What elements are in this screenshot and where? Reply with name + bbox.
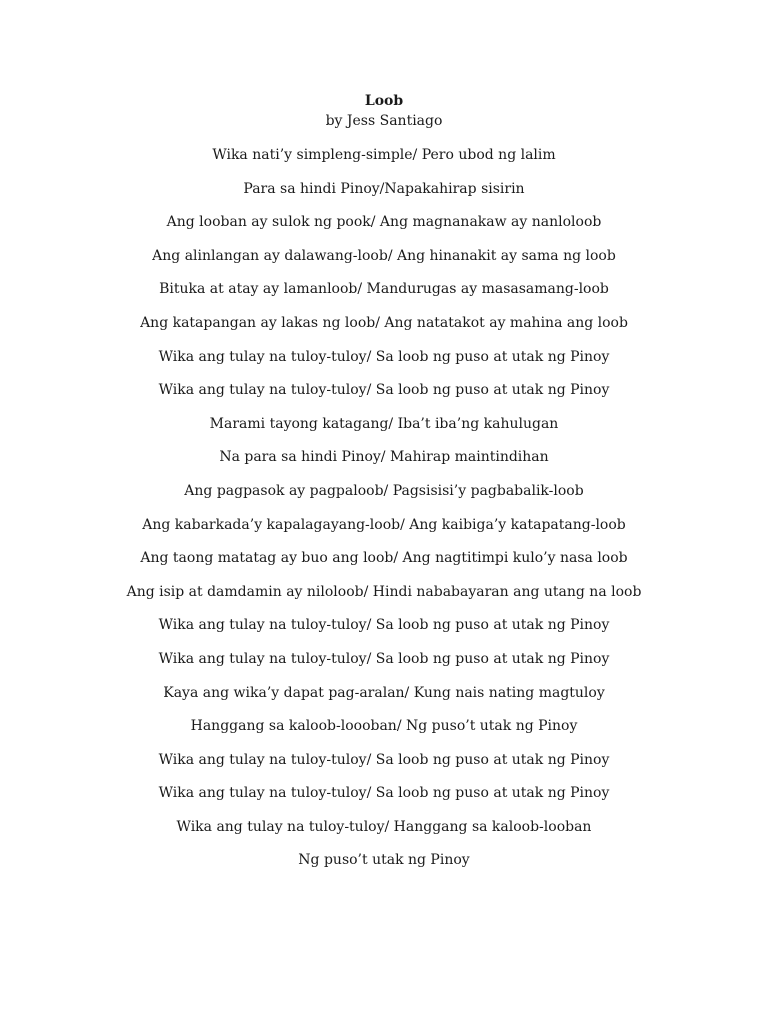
poem-line: Kaya ang wika’y dapat pag-aralan/ Kung nais nating magtuloy [163, 684, 605, 701]
poem-byline: by Jess Santiago [325, 113, 443, 129]
poem-line: Ang kabarkada’y kapalagayang-loob/ Ang kaibiga’y katapatang-loob [142, 516, 626, 533]
poem-line: Ang looban ay sulok ng pook/ Ang magnanakaw ay nanloloob [166, 214, 602, 231]
poem-line: Wika ang tulay na tuloy-tuloy/ Sa loob ng puso at utak ng Pinoy [158, 617, 610, 634]
poem-line: Wika nati’y simpleng-simple/ Pero ubod ng lalim [212, 147, 556, 163]
poem-line: Wika ang tulay na tuloy-tuloy/ Sa loob ng puso at utak ng Pinoy [158, 348, 610, 365]
poem-line: Ang taong matatag ay buo ang loob/ Ang nagtitimpi kulo’y nasa loob [140, 550, 628, 567]
poem-line: Marami tayong katagang/ Iba’t iba’ng kahulugan [209, 415, 559, 432]
poem-line: Bituka at atay ay lamanloob/ Mandurugas ay masasamang-loob [159, 281, 609, 298]
poem-line: Ang pagpasok ay pagpaloob/ Pagsisisi’y pagbabalik-loob [184, 482, 584, 499]
poem-line: Wika ang tulay na tuloy-tuloy/ Sa loob ng puso at utak ng Pinoy [158, 382, 610, 399]
poem-line: Ang alinlangan ay dalawang-loob/ Ang hinanakit ay sama ng loob [152, 247, 616, 264]
poem-line: Para sa hindi Pinoy/Napakahirap sisirin [243, 180, 525, 197]
poem-lines [0, 145, 768, 870]
poem-line: Ang katapangan ay lakas ng loob/ Ang natatakot ay mahina ang loob [140, 314, 628, 331]
poem-line: Wika ang tulay na tuloy-tuloy/ Sa loob ng puso at utak ng Pinoy [158, 751, 610, 768]
poem-line: Hanggang sa kaloob-loooban/ Ng puso’t utak ng Pinoy [190, 718, 578, 735]
poem-title: Loob [364, 93, 404, 109]
poem-line: Wika ang tulay na tuloy-tuloy/ Sa loob ng puso at utak ng Pinoy [158, 650, 610, 667]
poem-line: Ang isip at damdamin ay niloloob/ Hindi nababayaran ang utang na loob [126, 583, 642, 600]
poem-line: Wika ang tulay na tuloy-tuloy/ Hanggang sa kaloob-looban [176, 818, 592, 835]
poem-line: Na para sa hindi Pinoy/ Mahirap maintindihan [219, 449, 549, 466]
poem [0, 91, 768, 884]
poem-line: Wika ang tulay na tuloy-tuloy/ Sa loob ng puso at utak ng Pinoy [158, 785, 610, 802]
poem-line: Ng puso’t utak ng Pinoy [298, 852, 470, 869]
